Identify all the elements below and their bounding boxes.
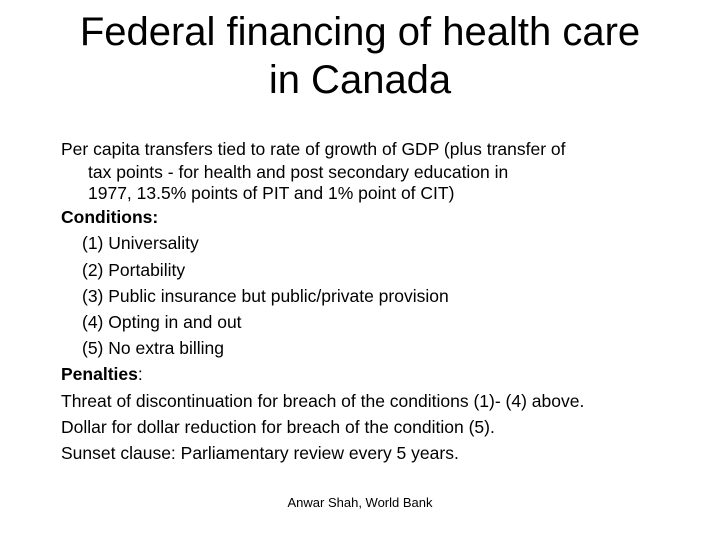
intro-line-1: Per capita transfers tied to rate of growth of GDP (plus transfer of (61, 139, 566, 159)
penalties-heading-line (61, 361, 711, 387)
condition-item-2: (2) Portability (82, 259, 186, 280)
penalties-colon: : (137, 364, 143, 385)
penalty-line-2: Dollar for dollar reduction for breach of the condition (5). (61, 416, 495, 437)
conditions-heading: Conditions: (61, 207, 159, 228)
footer-credit: Anwar Shah, World Bank (287, 495, 433, 510)
penalty-line-1: Threat of discontinuation for breach of the conditions (1)- (4) above. (61, 390, 585, 411)
slide-title (0, 8, 720, 104)
condition-item-3: (3) Public insurance but public/private provision (82, 285, 449, 306)
slide-body (61, 136, 711, 466)
condition-item-5: (5) No extra billing (82, 338, 224, 359)
slide-title-line-2: in Canada (268, 58, 452, 102)
penalties-heading: Penalties (61, 364, 138, 385)
condition-item-4: (4) Opting in and out (82, 312, 242, 333)
slide-title-line-1: Federal financing of health care (79, 10, 641, 54)
intro-line-2: tax points - for health and post secondary education in (88, 162, 509, 183)
sunset-clause-line: Sunset clause: Parliamentary review every 5 years. (61, 443, 459, 464)
condition-item-1: (1) Universality (82, 233, 199, 254)
intro-line-3: 1977, 13.5% points of PIT and 1% point of CIT) (88, 183, 455, 204)
